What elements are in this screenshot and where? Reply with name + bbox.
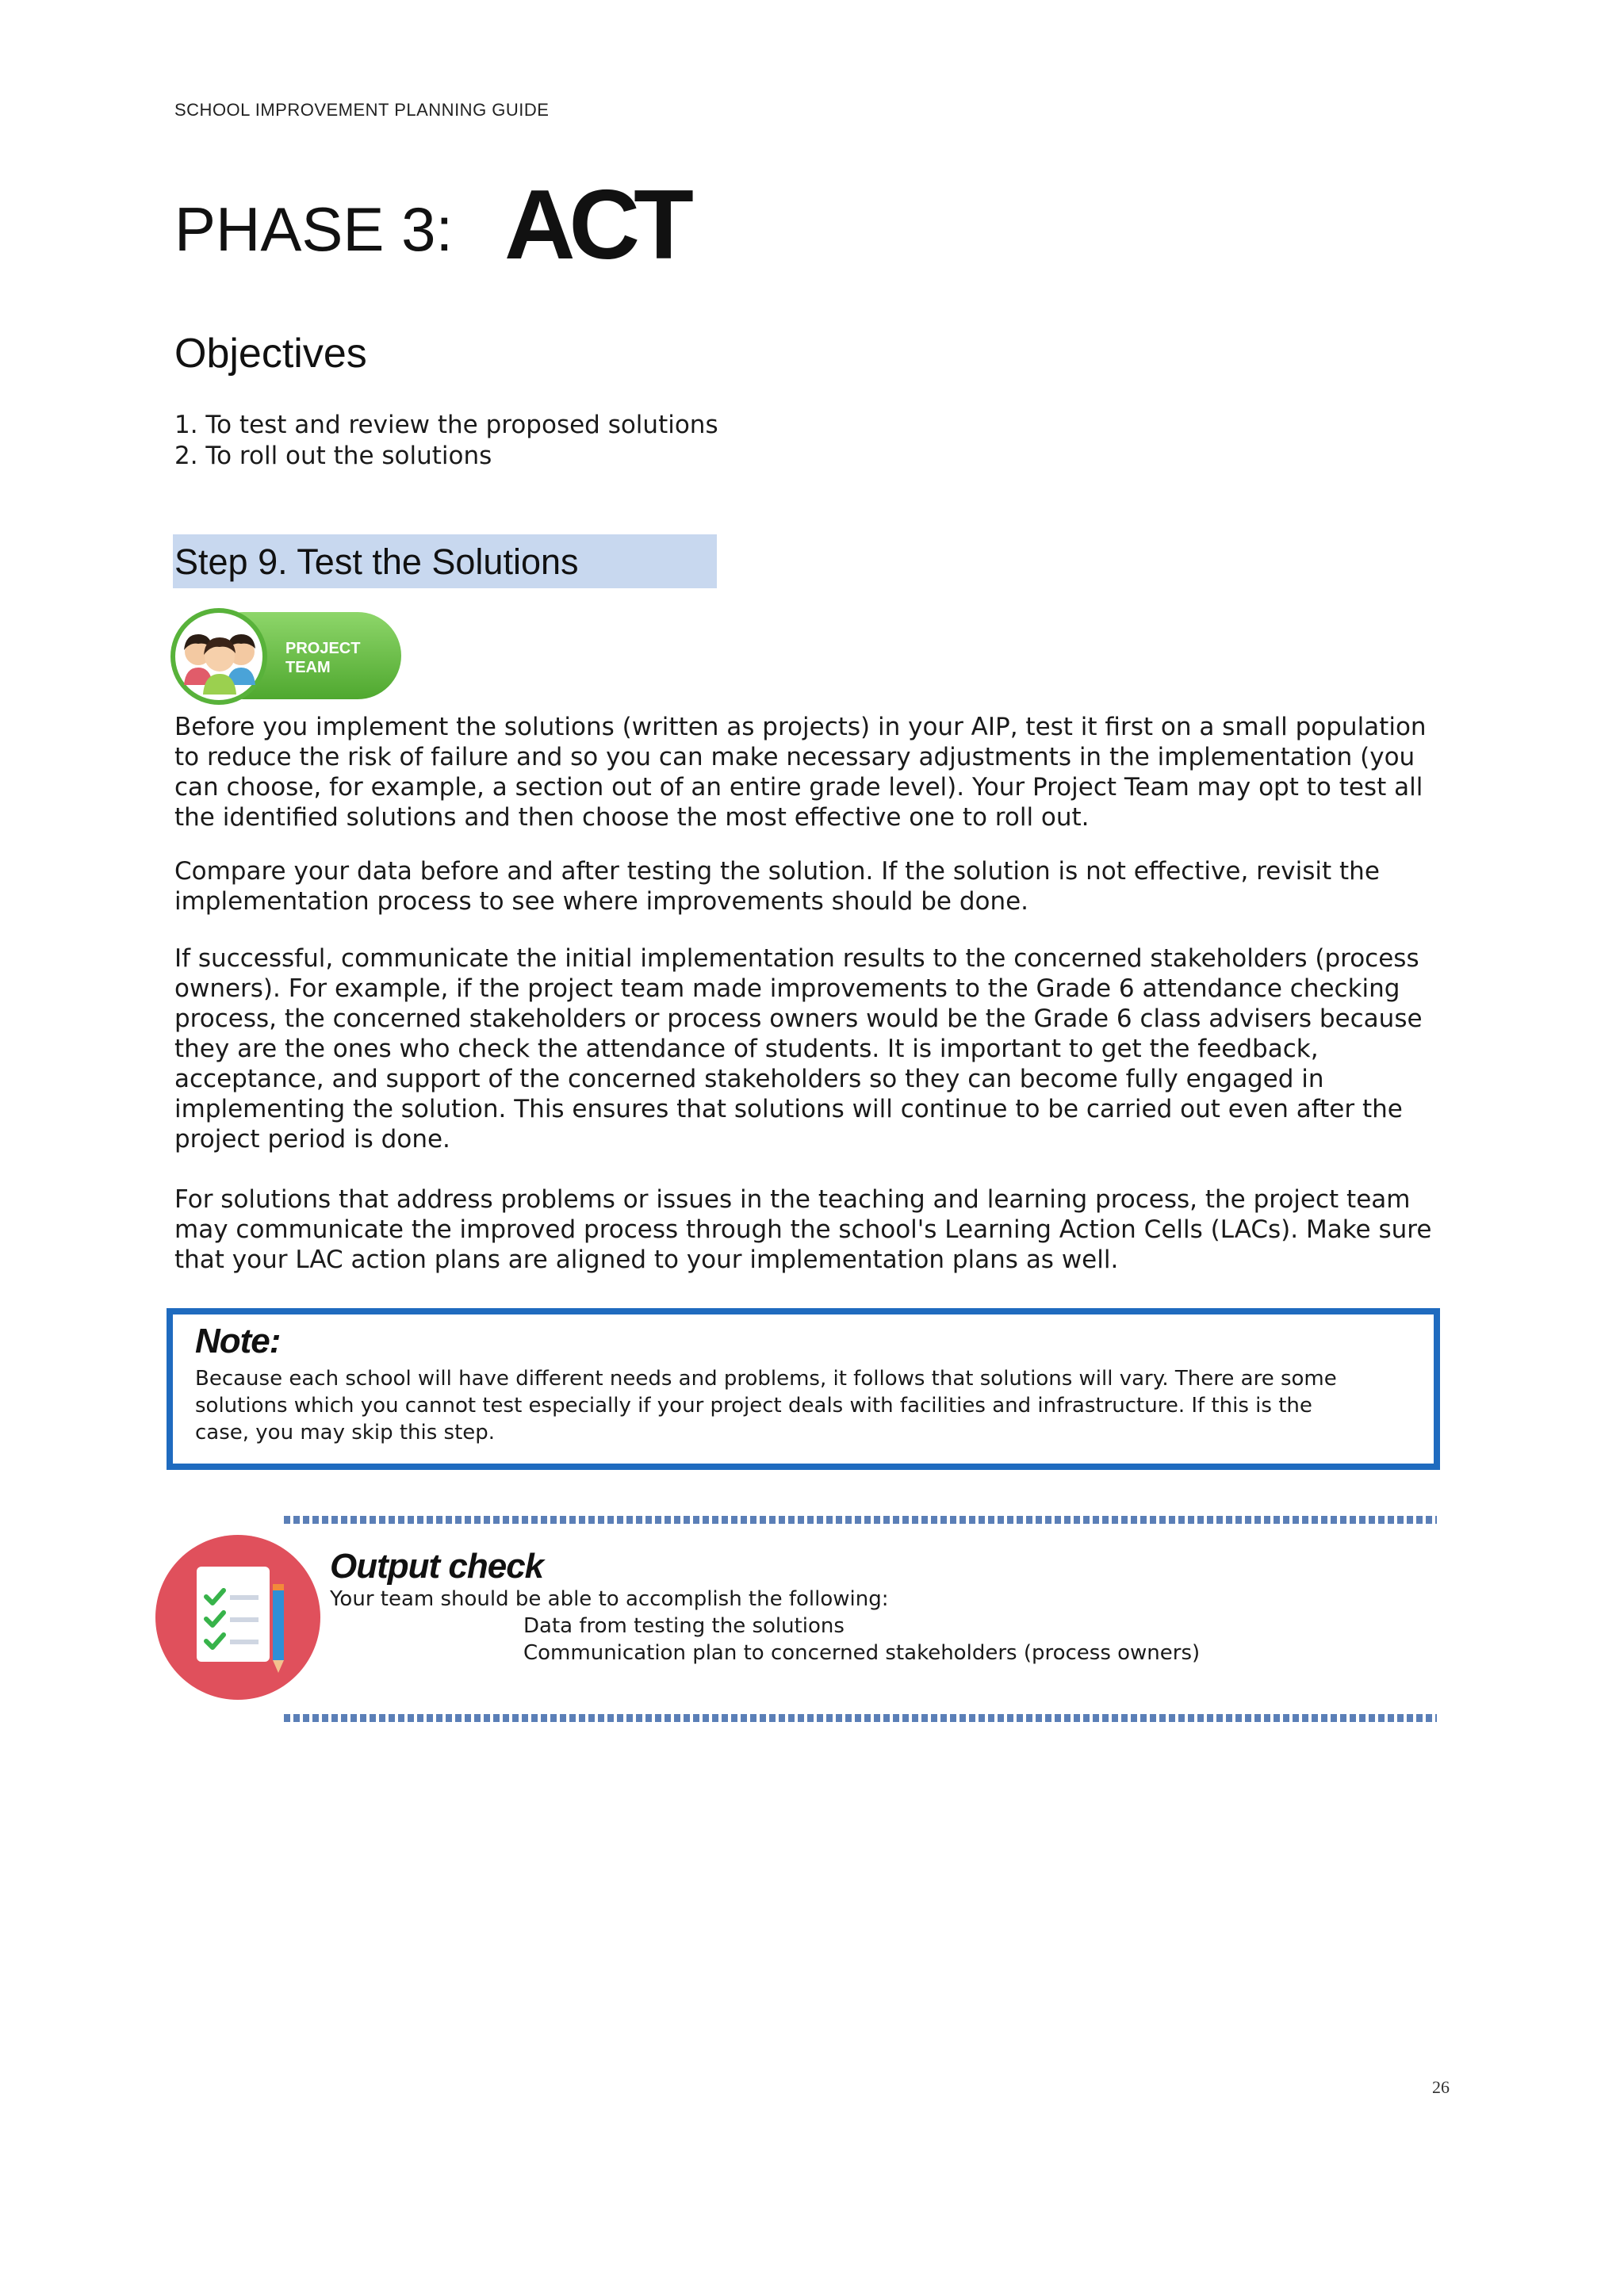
page-number: 26 (1432, 2077, 1450, 2097)
objective-item: 2. To roll out the solutions (174, 442, 492, 470)
note-text: Because each school will have different needs and problems, it follows that solutions will vary. There are some solutions which you cannot test especially if your project deals with facilities and infrastructure. If this is the case, you may skip this step. (195, 1367, 1337, 1445)
dotted-divider (284, 1714, 1437, 1722)
paragraph: If successful, communicate the initial implementation results to the concerned stakeholders (process owners). For example, if the project team made improvements to the Grade 6 attendance checking process, the concerned stakeholders or process owners would be the Grade 6 class advisers because they are the ones who check the attendance of students. It is important to get the feedback, acceptance, and support of the concerned stakeholders so they can become fully engaged in implementing the solution. This ensures that solutions will continue to be carried out even after the project period is done. (174, 944, 1423, 1154)
paragraph: For solutions that address problems or issues in the teaching and learning process, the project team may communicate the improved process through the school's Learning Action Cells (LACs). Make sure that your LAC action plans are aligned to your implementation plans as well. (174, 1185, 1432, 1274)
checklist-icon (154, 1533, 322, 1701)
note-heading: Note: (195, 1322, 281, 1360)
output-check-item: Communication plan to concerned stakeholders (process owners) (523, 1641, 1201, 1665)
phase-label: PHASE 3: (174, 194, 454, 264)
output-check-heading: Output check (330, 1547, 544, 1586)
output-check-intro: Your team should be able to accomplish the following: (330, 1587, 889, 1611)
paragraph: Before you implement the solutions (written as projects) in your AIP, test it first on a small population to reduce the risk of failure and so you can make necessary adjustments in the implementation (you can choose, for example, a section out of an entire grade level). Your Project Team may opt to test all the identified solutions and then choose the most effective one to roll out. (174, 713, 1427, 832)
step-title: Step 9. Test the Solutions (174, 541, 579, 582)
objective-item: 1. To test and review the proposed solutions (174, 411, 718, 439)
badge-line-2: TEAM (285, 659, 331, 676)
phase-title: ACT (504, 170, 688, 280)
output-check-item: Data from testing the solutions (523, 1614, 845, 1638)
running-header: SCHOOL IMPROVEMENT PLANNING GUIDE (174, 100, 550, 120)
badge-line-1: PROJECT (285, 640, 361, 657)
paragraph: Compare your data before and after testing the solution. If the solution is not effective, revisit the implementation process to see where improvements should be done. (174, 857, 1380, 916)
objectives-heading: Objectives (174, 331, 367, 377)
dotted-divider (284, 1516, 1437, 1524)
project-team-icon (168, 607, 406, 706)
